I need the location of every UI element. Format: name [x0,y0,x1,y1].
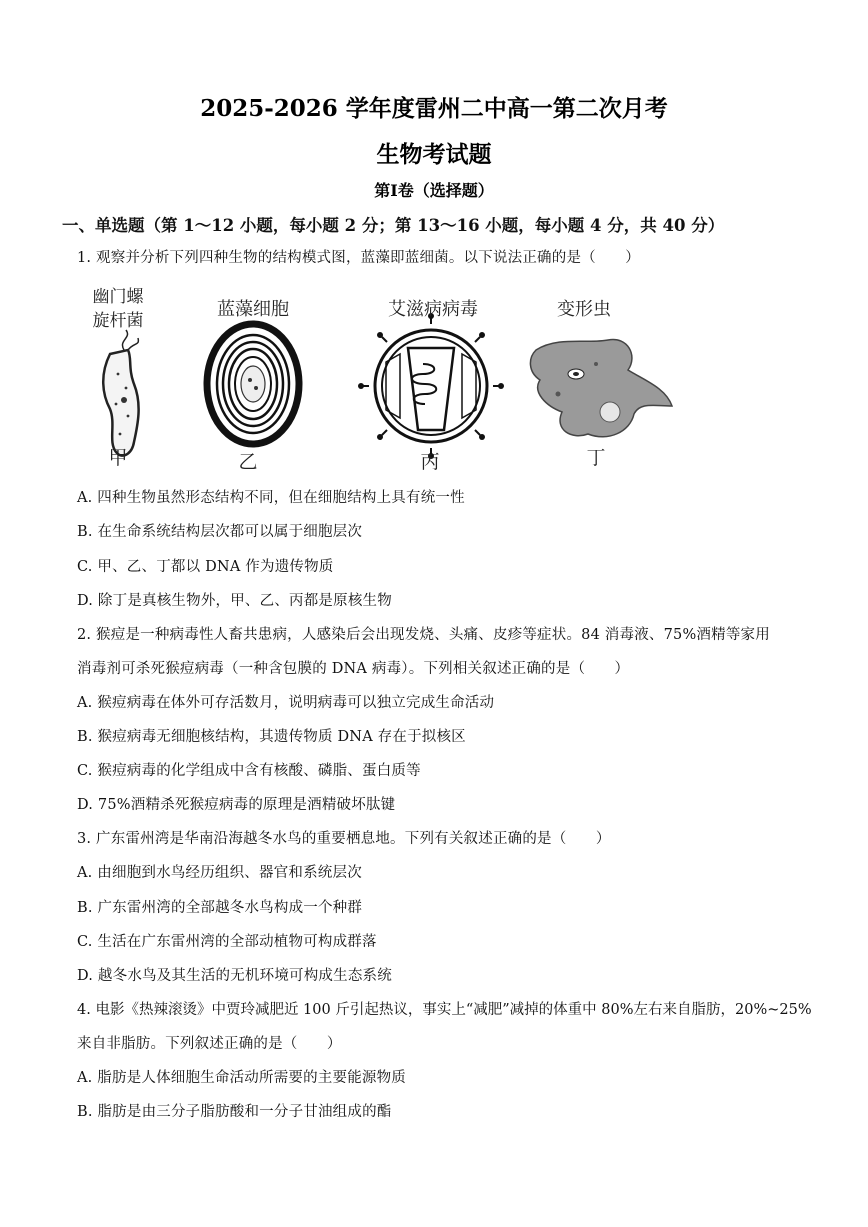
question-1-option-d: D. 除丁是真核生物外，甲、乙、丙都是原核生物 [77,593,392,609]
question-2-stem-line-2: 消毒剂可杀死猴痘病毒（一种含包膜的 DNA 病毒）。下列相关叙述正确的是（ ） [77,661,630,677]
question-1-option-b: B. 在生命系统结构层次都可以属于细胞层次 [77,524,363,540]
question-2-option-d: D. 75%酒精杀死猴痘病毒的原理是酒精破坏肽键 [77,797,396,813]
question-2-option-b: B. 猴痘病毒无细胞核结构，其遗传物质 DNA 存在于拟核区 [77,729,466,745]
question-2-stem-line-1: 2. 猴痘是一种病毒性人畜共患病，人感染后会出现发烧、头痛、皮疹等症状。84 消毒液、75%酒精等家用 [77,627,770,643]
question-1-stem: 1. 观察并分析下列四种生物的结构模式图，蓝藻即蓝细菌。以下说法正确的是（ ） [77,250,640,266]
question-2-option-c: C. 猴痘病毒的化学组成中含有核酸、磷脂、蛋白质等 [77,763,421,779]
organism-name-jia-2: 旋杆菌 [92,311,144,331]
question-3-option-d: D. 越冬水鸟及其生活的无机环境可构成生态系统 [77,968,392,984]
organism-letter-ding: 丁 [586,447,606,469]
organism-letter-jia: 甲 [108,447,128,469]
question-1-option-a: A. 四种生物虽然形态结构不同，但在细胞结构上具有统一性 [77,490,465,506]
organism-name-bing: 艾滋病病毒 [388,299,478,320]
question-1-option-c: C. 甲、乙、丁都以 DNA 作为遗传物质 [77,559,334,575]
question-2-option-a: A. 猴痘病毒在体外可存活数月，说明病毒可以独立完成生命活动 [77,695,495,711]
part-title: 第Ⅰ卷（选择题） [374,181,494,200]
question-4-option-b: B. 脂肪是由三分子脂肪酸和一分子甘油组成的酯 [77,1104,392,1120]
organism-name-ding: 变形虫 [557,299,611,320]
organism-figure [88,284,708,474]
section-heading: 一、单选题（第 1～12 小题，每小题 2 分；第 13～16 小题，每小题 4 分，共 40 分） [62,216,725,235]
organism-name-yi: 蓝藻细胞 [217,299,289,320]
organism-letter-bing: 丙 [420,451,440,473]
question-4-stem-line-2: 来自非脂肪。下列叙述正确的是（ ） [77,1036,342,1052]
organism-letter-yi: 乙 [238,451,258,473]
question-4-stem-line-1: 4. 电影《热辣滚烫》中贾玲减肥近 100 斤引起热议，事实上“减肥”减掉的体重中 80%左右来自脂肪，20%~25% [77,1002,812,1018]
subject-title: 生物考试题 [376,141,492,168]
hiv-illustration [358,313,504,459]
question-3-stem: 3. 广东雷州湾是华南沿海越冬水鸟的重要栖息地。下列有关叙述正确的是（ ） [77,831,611,847]
organism-name-jia-1: 幽门螺 [92,287,144,307]
amoeba-illustration [530,339,672,436]
question-3-option-c: C. 生活在广东雷州湾的全部动植物可构成群落 [77,934,377,950]
question-3-option-b: B. 广东雷州湾的全部越冬水鸟构成一个种群 [77,900,363,916]
cyanobacterium-illustration [207,324,299,444]
question-4-option-a: A. 脂肪是人体细胞生命活动所需要的主要能源物质 [77,1070,406,1086]
exam-title: 2025-2026 学年度雷州二中高一第二次月考 [200,95,668,122]
question-3-option-a: A. 由细胞到水鸟经历组织、器官和系统层次 [77,865,362,881]
helicobacter-illustration [103,330,138,456]
